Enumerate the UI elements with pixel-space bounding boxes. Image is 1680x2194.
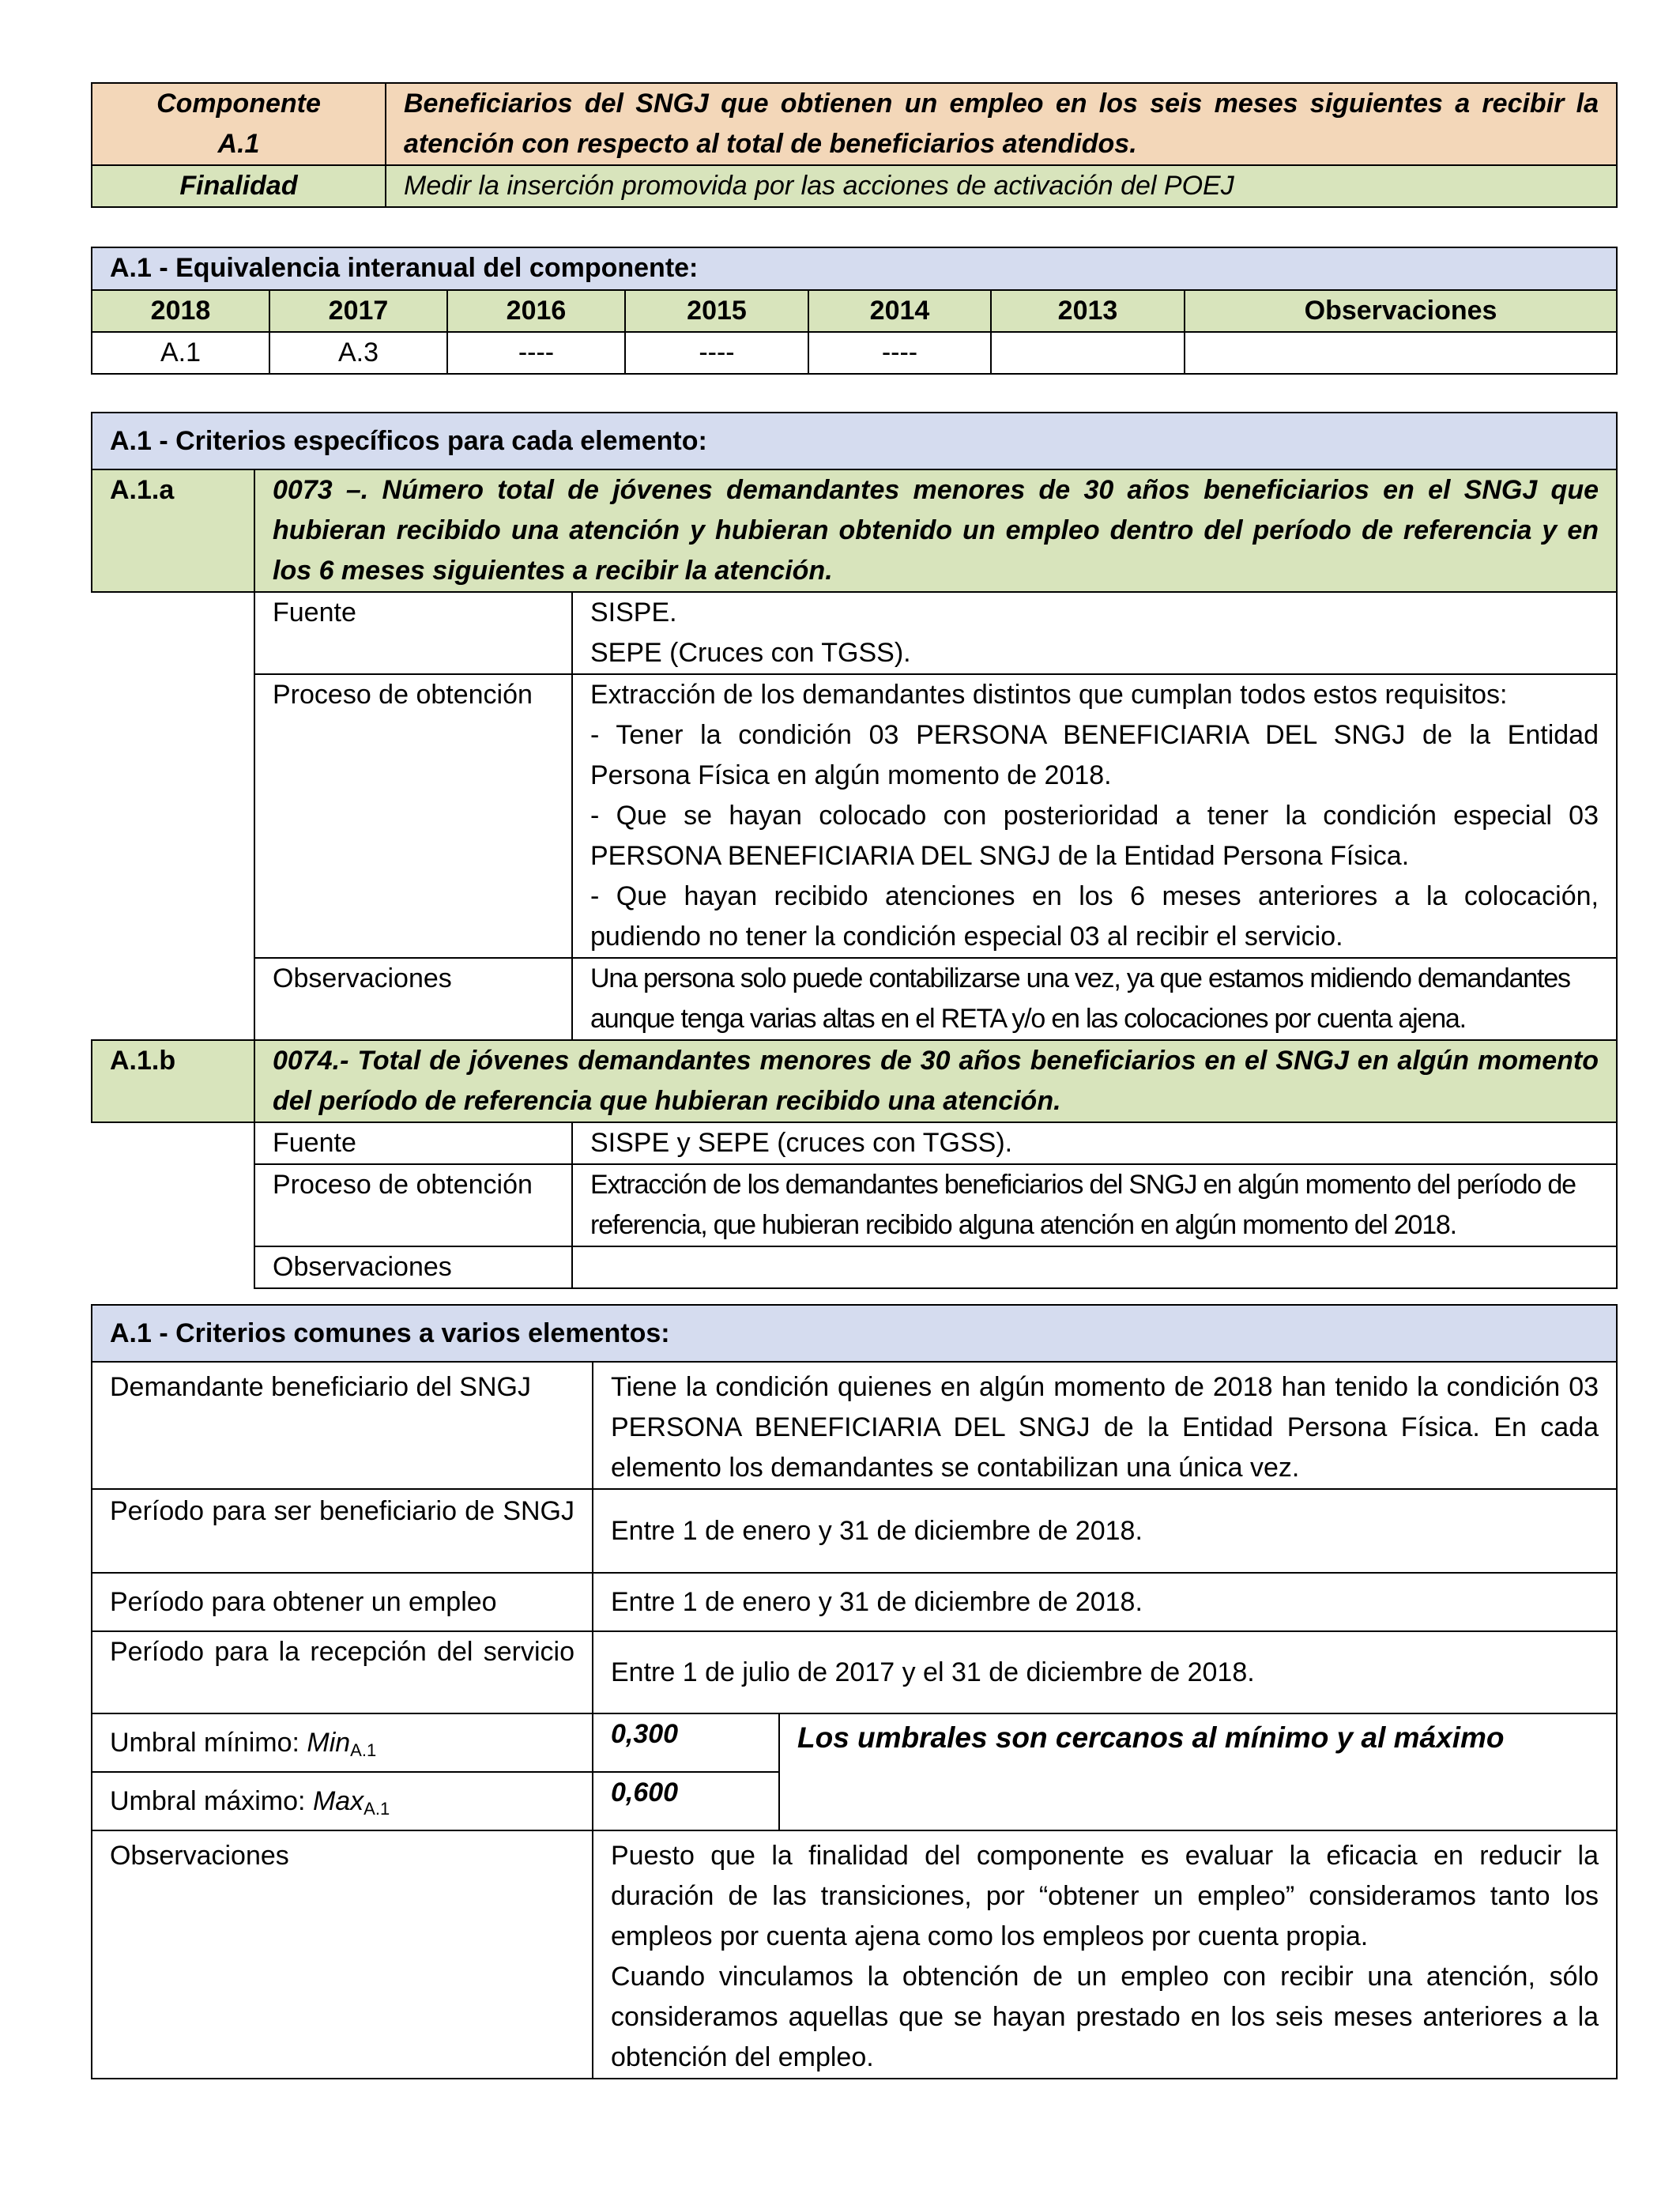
equivalencia-title: A.1 - Equivalencia interanual del componente: (92, 247, 1617, 290)
observaciones-label-a1a: Observaciones (254, 958, 572, 1040)
umbral-max-value: 0,600 (593, 1772, 779, 1830)
umbral-min-var: Min (307, 1727, 351, 1758)
equiv-header-2017: 2017 (269, 290, 447, 332)
componente-label-line2: A.1 (217, 129, 260, 159)
comun-label-periodo-servicio: Período para la recepción del servicio (92, 1631, 593, 1713)
equiv-value-2017: A.3 (269, 332, 447, 374)
equiv-header-observaciones: Observaciones (1185, 290, 1617, 332)
spacer (92, 592, 254, 1040)
equiv-header-2016: 2016 (447, 290, 625, 332)
umbral-max-prefix: Umbral máximo: (110, 1785, 313, 1816)
umbral-min-label (92, 1713, 593, 1772)
equivalencia-table (91, 247, 1618, 375)
equiv-value-2015: ---- (625, 332, 808, 374)
equiv-header-2018: 2018 (92, 290, 269, 332)
criterios-comunes-title: A.1 - Criterios comunes a varios elementos: (92, 1305, 1617, 1362)
equiv-value-observaciones (1185, 332, 1617, 374)
element-code-a1a: A.1.a (92, 469, 254, 592)
spacer (92, 1122, 254, 1288)
comun-value-periodo-servicio: Entre 1 de julio de 2017 y el 31 de diciembre de 2018. (593, 1631, 1617, 1713)
observaciones-value-a1b (572, 1246, 1617, 1288)
umbral-min-prefix: Umbral mínimo: (110, 1727, 307, 1758)
umbral-max-label (92, 1772, 593, 1830)
criterios-especificos-table (91, 412, 1618, 1289)
componente-label-line1: Componente (156, 89, 321, 119)
umbral-min-value: 0,300 (593, 1713, 779, 1772)
comun-value-periodo-beneficiario: Entre 1 de enero y 31 de diciembre de 2018. (593, 1489, 1617, 1573)
equiv-value-2018: A.1 (92, 332, 269, 374)
equiv-value-2013 (991, 332, 1185, 374)
comun-observaciones-value: Puesto que la finalidad del componente es evaluar la eficacia en reducir la duración de las transiciones, por “obtener un empleo” consideramos tanto los empleos por cuenta ajena como los empleos por cuenta propia. Cuando vinculamos la obtención de un empleo con recibir una atención, sólo consideramos aquellas que se hayan prestado en los seis meses anteriores a la obtención del empleo. (593, 1830, 1617, 2079)
comun-label-periodo-empleo: Período para obtener un empleo (92, 1573, 593, 1631)
criterios-especificos-title: A.1 - Criterios específicos para cada elemento: (92, 413, 1617, 469)
equiv-value-2014: ---- (808, 332, 991, 374)
fuente-label-a1a: Fuente (254, 592, 572, 674)
equiv-header-2015: 2015 (625, 290, 808, 332)
componente-label (92, 83, 386, 165)
componente-table (91, 82, 1618, 208)
equiv-header-2014: 2014 (808, 290, 991, 332)
element-description-a1a: 0073 –. Número total de jóvenes demandantes menores de 30 años beneficiarios en el SNGJ que hubieran recibido una atención y hubieran obtenido un empleo dentro del período de referencia y en los 6 meses siguientes a recibir la atención. (254, 469, 1617, 592)
element-code-a1b: A.1.b (92, 1040, 254, 1122)
proceso-value-a1b: Extracción de los demandantes beneficiarios del SNGJ en algún momento del período de referencia, que hubieran recibido alguna atención en algún momento del 2018. (572, 1164, 1617, 1246)
element-description-a1b: 0074.- Total de jóvenes demandantes menores de 30 años beneficiarios en el SNGJ en algún momento del período de referencia que hubieran recibido una atención. (254, 1040, 1617, 1122)
umbral-note: Los umbrales son cercanos al mínimo y al máximo (779, 1713, 1617, 1830)
observaciones-label-a1b: Observaciones (254, 1246, 572, 1288)
componente-title: Beneficiarios del SNGJ que obtienen un empleo en los seis meses siguientes a recibir la atención con respecto al total de beneficiarios atendidos. (386, 83, 1617, 165)
equiv-value-2016: ---- (447, 332, 625, 374)
equiv-header-2013: 2013 (991, 290, 1185, 332)
umbral-max-var: Max (312, 1785, 364, 1816)
comun-observaciones-label: Observaciones (92, 1830, 593, 2079)
comun-label-demandante: Demandante beneficiario del SNGJ (92, 1362, 593, 1489)
fuente-label-a1b: Fuente (254, 1122, 572, 1164)
finalidad-value: Medir la inserción promovida por las acciones de activación del POEJ (386, 165, 1617, 207)
umbral-min-sub: A.1 (350, 1740, 377, 1760)
fuente-value-a1b: SISPE y SEPE (cruces con TGSS). (572, 1122, 1617, 1164)
comun-value-periodo-empleo: Entre 1 de enero y 31 de diciembre de 2018. (593, 1573, 1617, 1631)
comun-label-periodo-beneficiario: Período para ser beneficiario de SNGJ (92, 1489, 593, 1573)
proceso-label-a1a: Proceso de obtención (254, 674, 572, 958)
criterios-comunes-table (91, 1304, 1618, 2079)
proceso-label-a1b: Proceso de obtención (254, 1164, 572, 1246)
proceso-value-a1a: Extracción de los demandantes distintos que cumplan todos estos requisitos: - Tener la condición 03 PERSONA BENEFICIARIA DEL SNGJ de la Entidad Persona Física en algún momento de 2018. - Que se hayan colocado con posterioridad a tener la condición especial 03 PERSONA BENEFICIARIA DEL SNGJ de la Entidad Persona Física. - Que hayan recibido atenciones en los 6 meses anteriores a la colocación, pudiendo no tener la condición especial 03 al recibir el servicio. (572, 674, 1617, 958)
finalidad-label: Finalidad (92, 165, 386, 207)
umbral-max-sub: A.1 (363, 1798, 390, 1819)
observaciones-value-a1a: Una persona solo puede contabilizarse una vez, ya que estamos midiendo demandantes aunque tenga varias altas en el RETA y/o en las colocaciones por cuenta ajena. (572, 958, 1617, 1040)
fuente-value-a1a: SISPE. SEPE (Cruces con TGSS). (572, 592, 1617, 674)
comun-value-demandante: Tiene la condición quienes en algún momento de 2018 han tenido la condición 03 PERSONA BENEFICIARIA DEL SNGJ de la Entidad Persona Física. En cada elemento los demandantes se contabilizan una única vez. (593, 1362, 1617, 1489)
